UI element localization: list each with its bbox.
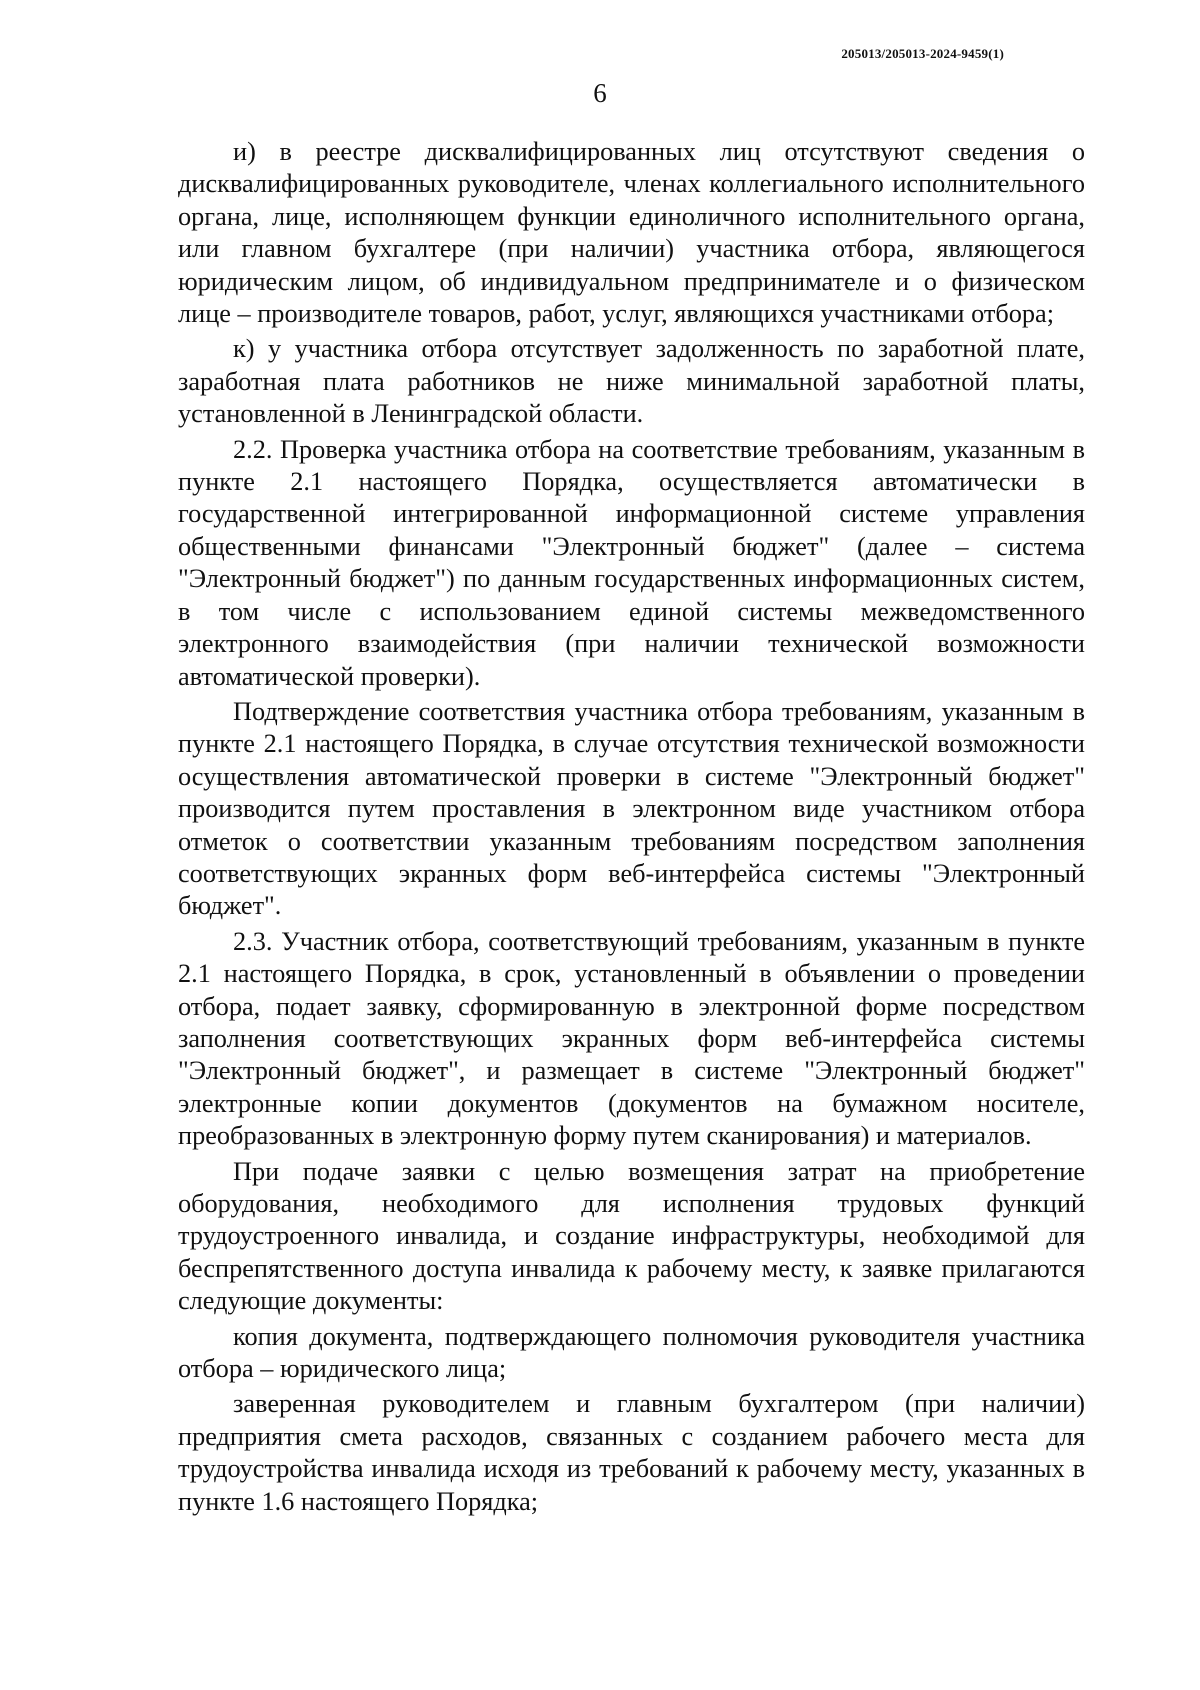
- document-id: 205013/205013-2024-9459(1): [841, 46, 1004, 61]
- page-number: 6: [593, 78, 607, 108]
- paragraph-document-copy: копия документа, подтверждающего полномочия руководителя участника отбора – юридического лица;: [178, 1321, 1085, 1384]
- paragraph-application-documents: При подаче заявки с целью возмещения затрат на приобретение оборудования, необходимого для исполнения трудовых функций трудоустроенного инвалида, и создание инфраструктуры, необходимой для беспрепятственного доступа инвалида к рабочему месту, к заявке прилагаются следующие документы:: [178, 1156, 1085, 1316]
- paragraph-k: к) у участника отбора отсутствует задолженность по заработной плате, заработная плата работников не ниже минимальной заработной платы, установленной в Ленинградской области.: [178, 334, 1085, 429]
- paragraph-2-2: 2.2. Проверка участника отбора на соответствие требованиям, указанным в пункте 2.1 настоящего Порядка, осуществляется автоматически в государственной интегрированной информационной системе управления общественными финансами "Электронный бюджет" (далее – система "Электронный бюджет") по данным государственных информационных систем, в том числе с использованием единой системы межведомственного электронного взаимодействия (при наличии технической возможности автоматической проверки).: [178, 434, 1085, 691]
- document-body: [178, 136, 1085, 1521]
- paragraph-2-3: 2.3. Участник отбора, соответствующий требованиям, указанным в пункте 2.1 настоящего Порядка, в срок, установленный в объявлении о проведении отбора, подает заявку, сформированную в электронной форме посредством заполнения соответствующих экранных форм веб-интерфейса системы "Электронный бюджет", и размещает в системе "Электронный бюджет" электронные копии документов (документов на бумажном носителе, преобразованных в электронную форму путем сканирования) и материалов.: [178, 926, 1085, 1151]
- paragraph-cost-estimate: заверенная руководителем и главным бухгалтером (при наличии) предприятия смета расходов, связанных с созданием рабочего места для трудоустройства инвалида исходя из требований к рабочему месту, указанных в пункте 1.6 настоящего Порядка;: [178, 1389, 1085, 1516]
- paragraph-i: и) в реестре дисквалифицированных лиц отсутствуют сведения о дисквалифицированных руководителе, членах коллегиального исполнительного органа, лице, исполняющем функции единоличного исполнительного органа, или главном бухгалтере (при наличии) участника отбора, являющегося юридическим лицом, об индивидуальном предпринимателе и о физическом лице – производителе товаров, работ, услуг, являющихся участниками отбора;: [178, 137, 1085, 329]
- paragraph-confirmation: Подтверждение соответствия участника отбора требованиям, указанным в пункте 2.1 настоящего Порядка, в случае отсутствия технической возможности осуществления автоматической проверки в системе "Электронный бюджет" производится путем проставления в электронном виде участником отбора отметок о соответствии указанным требованиям посредством заполнения соответствующих экранных форм веб-интерфейса системы "Электронный бюджет".: [178, 696, 1085, 921]
